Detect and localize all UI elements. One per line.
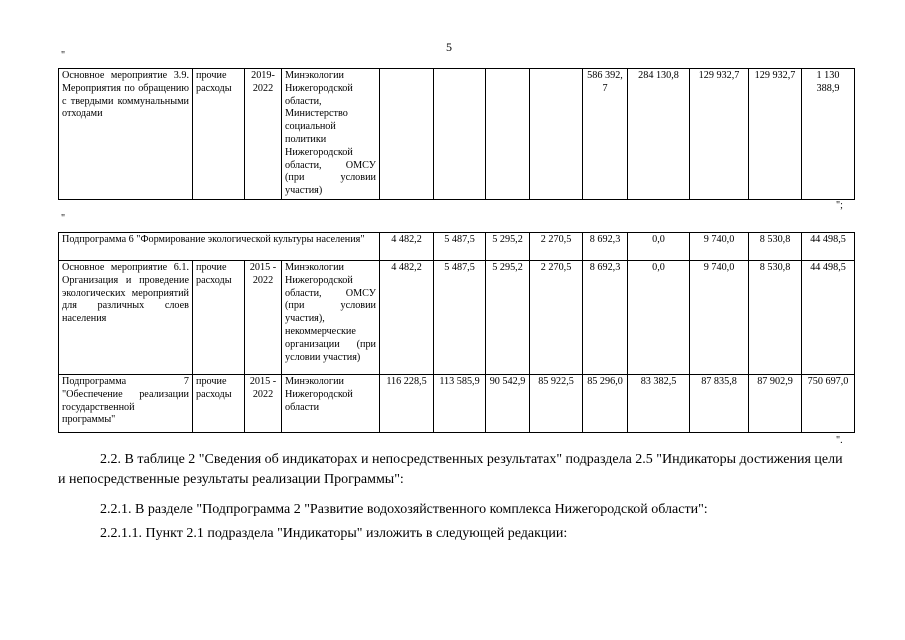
closing-quote-period: ". bbox=[836, 435, 843, 446]
value-cell: 90 542,9 bbox=[486, 375, 530, 433]
value-cell: 2 270,5 bbox=[530, 233, 583, 261]
period: 2019-2022 bbox=[245, 69, 282, 200]
value-cell: 113 585,9 bbox=[434, 375, 486, 433]
value-cell: 4 482,2 bbox=[380, 233, 434, 261]
value-cell: 586 392,7 bbox=[583, 69, 628, 200]
value-cell: 8 692,3 bbox=[583, 261, 628, 375]
table-row bbox=[59, 261, 855, 375]
value-cell: 2 270,5 bbox=[530, 261, 583, 375]
value-cell: 85 296,0 bbox=[583, 375, 628, 433]
value-cell: 0,0 bbox=[628, 233, 690, 261]
page-number: 5 bbox=[446, 40, 452, 54]
period: 2015 - 2022 bbox=[245, 375, 282, 433]
value-cell: 44 498,5 bbox=[802, 233, 855, 261]
expenses-table-1 bbox=[58, 68, 855, 200]
value-cell bbox=[530, 69, 583, 200]
value-cell: 85 922,5 bbox=[530, 375, 583, 433]
value-cell: 116 228,5 bbox=[380, 375, 434, 433]
value-cell: 87 902,9 bbox=[749, 375, 802, 433]
value-cell: 44 498,5 bbox=[802, 261, 855, 375]
period: 2015 - 2022 bbox=[245, 261, 282, 375]
paragraph-2-2-1: 2.2.1. В разделе "Подпрограмма 2 "Развитие водохозяйственного комплекса Нижегородской области": bbox=[100, 502, 708, 517]
table-row bbox=[59, 375, 855, 433]
value-cell: 1 130 388,9 bbox=[802, 69, 855, 200]
executor: Минэкологии Нижегородской области bbox=[282, 375, 380, 433]
value-cell: 8 530,8 bbox=[749, 261, 802, 375]
executor: Минэкологии Нижегородской области, Министерство социальной политики Нижегородской области, ОМСУ (при условии участия) bbox=[282, 69, 380, 200]
value-cell: 83 382,5 bbox=[628, 375, 690, 433]
opening-quote: " bbox=[61, 50, 66, 61]
expenses-table-2 bbox=[58, 232, 855, 433]
value-cell: 5 487,5 bbox=[434, 233, 486, 261]
value-cell: 750 697,0 bbox=[802, 375, 855, 433]
closing-quote-semicolon: "; bbox=[836, 200, 843, 211]
expense-type: прочие расходы bbox=[193, 69, 245, 200]
activity-name: Основное мероприятие 3.9. Мероприятия по обращению с твердыми коммунальными отходами bbox=[59, 69, 193, 200]
value-cell: 8 530,8 bbox=[749, 233, 802, 261]
value-cell bbox=[486, 69, 530, 200]
value-cell: 5 487,5 bbox=[434, 261, 486, 375]
table-row bbox=[59, 233, 855, 261]
value-cell bbox=[434, 69, 486, 200]
value-cell: 0,0 bbox=[628, 261, 690, 375]
subprogram-name: Подпрограмма 6 "Формирование экологической культуры населения" bbox=[59, 233, 380, 261]
paragraph-2-2: 2.2. В таблице 2 "Сведения об индикаторах и непосредственных результатах" подраздела 2.5 "Индикаторы достижения цели и непосредственные результаты реализации Программы": bbox=[58, 452, 843, 487]
table-row bbox=[59, 69, 855, 200]
subprogram-name: Подпрограмма 7 "Обеспечение реализации государственной программы" bbox=[59, 375, 193, 433]
value-cell bbox=[380, 69, 434, 200]
executor: Минэкологии Нижегородской области, ОМСУ (при условии участия), некоммерческие организации (при условии участия) bbox=[282, 261, 380, 375]
value-cell: 5 295,2 bbox=[486, 261, 530, 375]
value-cell: 4 482,2 bbox=[380, 261, 434, 375]
value-cell: 87 835,8 bbox=[690, 375, 749, 433]
paragraph-2-2-1-1: 2.2.1.1. Пункт 2.1 подраздела "Индикаторы" изложить в следующей редакции: bbox=[100, 526, 568, 541]
value-cell: 9 740,0 bbox=[690, 233, 749, 261]
expense-type: прочие расходы bbox=[193, 261, 245, 375]
value-cell: 129 932,7 bbox=[749, 69, 802, 200]
value-cell: 5 295,2 bbox=[486, 233, 530, 261]
value-cell: 284 130,8 bbox=[628, 69, 690, 200]
value-cell: 8 692,3 bbox=[583, 233, 628, 261]
value-cell: 9 740,0 bbox=[690, 261, 749, 375]
value-cell: 129 932,7 bbox=[690, 69, 749, 200]
activity-name: Основное мероприятие 6.1. Организация и проведение экологических мероприятий для различных слоев населения bbox=[59, 261, 193, 375]
expense-type: прочие расходы bbox=[193, 375, 245, 433]
opening-quote: " bbox=[61, 213, 66, 224]
